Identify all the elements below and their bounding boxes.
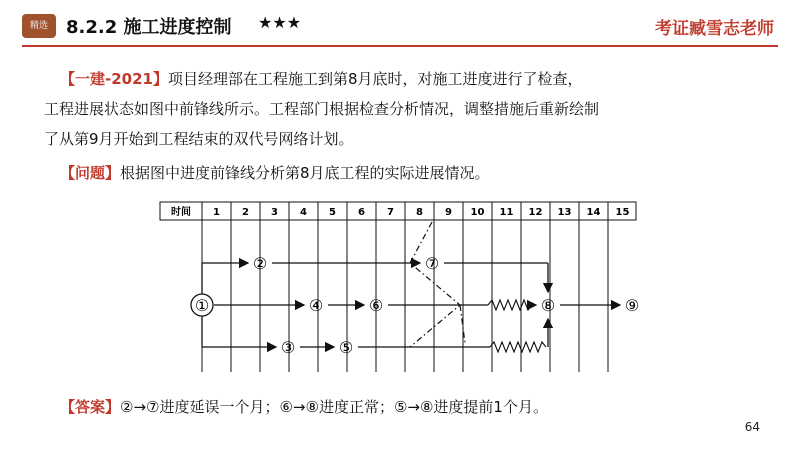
month-label: 15 (615, 207, 630, 218)
node-4-label: ④ (308, 296, 324, 315)
month-label: 3 (271, 207, 278, 218)
month-label: 13 (557, 207, 572, 218)
node-9-label: ⑨ (624, 296, 640, 315)
node-2-label: ② (252, 254, 268, 273)
month-label: 5 (329, 207, 336, 218)
month-label: 4 (300, 207, 307, 218)
difficulty-stars: ★★★ (258, 13, 302, 32)
node-7-label: ⑦ (424, 254, 440, 273)
section-title: 8.2.2 施工进度控制 (66, 17, 232, 38)
answer-text: ②→⑦进度延误一个月；⑥→⑧进度正常；⑤→⑧进度提前1个月。 (120, 398, 548, 416)
month-label: 8 (416, 207, 423, 218)
problem-text: 根据图中进度前锋线分析第8月底工程的实际进展情况。 (120, 164, 490, 182)
month-label: 7 (387, 207, 394, 218)
month-label: 1 (213, 207, 220, 218)
question-tag: 【一建-2021】 (60, 70, 168, 88)
node-6-label: ⑥ (368, 296, 384, 315)
problem-tag: 【问题】 (60, 164, 121, 182)
month-label: 9 (445, 207, 452, 218)
free-float-6-8 (488, 300, 532, 310)
answer-tag: 【答案】 (60, 398, 121, 416)
month-label: 14 (586, 207, 601, 218)
month-label: 12 (528, 207, 543, 218)
node-5-label: ⑤ (338, 338, 354, 357)
time-label: 时间 (171, 207, 191, 218)
month-label: 2 (242, 207, 249, 218)
featured-badge: 精选 (22, 14, 56, 38)
free-float-5-8 (490, 342, 546, 352)
node-8-label: ⑧ (540, 296, 556, 315)
node-1-label: ① (194, 296, 210, 315)
page-number: 64 (744, 420, 760, 434)
progress-front-line (410, 222, 460, 347)
question-text-1: 项目经理部在工程施工到第8月底时，对施工进度进行了检查， (167, 70, 583, 88)
node-3-label: ③ (280, 338, 296, 357)
month-label: 11 (499, 207, 514, 218)
question-line-3: 了从第9月开始到工程结束的双代号网络计划。 (44, 130, 354, 148)
brand-name: 考证臧雪志老师 (655, 19, 774, 39)
answer-line (60, 396, 548, 417)
question-line-2: 工程进展状态如图中前锋线所示。工程部门根据检查分析情况，调整措施后重新绘制 (44, 100, 600, 118)
month-label: 10 (470, 207, 485, 218)
month-label: 6 (358, 207, 365, 218)
month-cells (213, 207, 629, 218)
